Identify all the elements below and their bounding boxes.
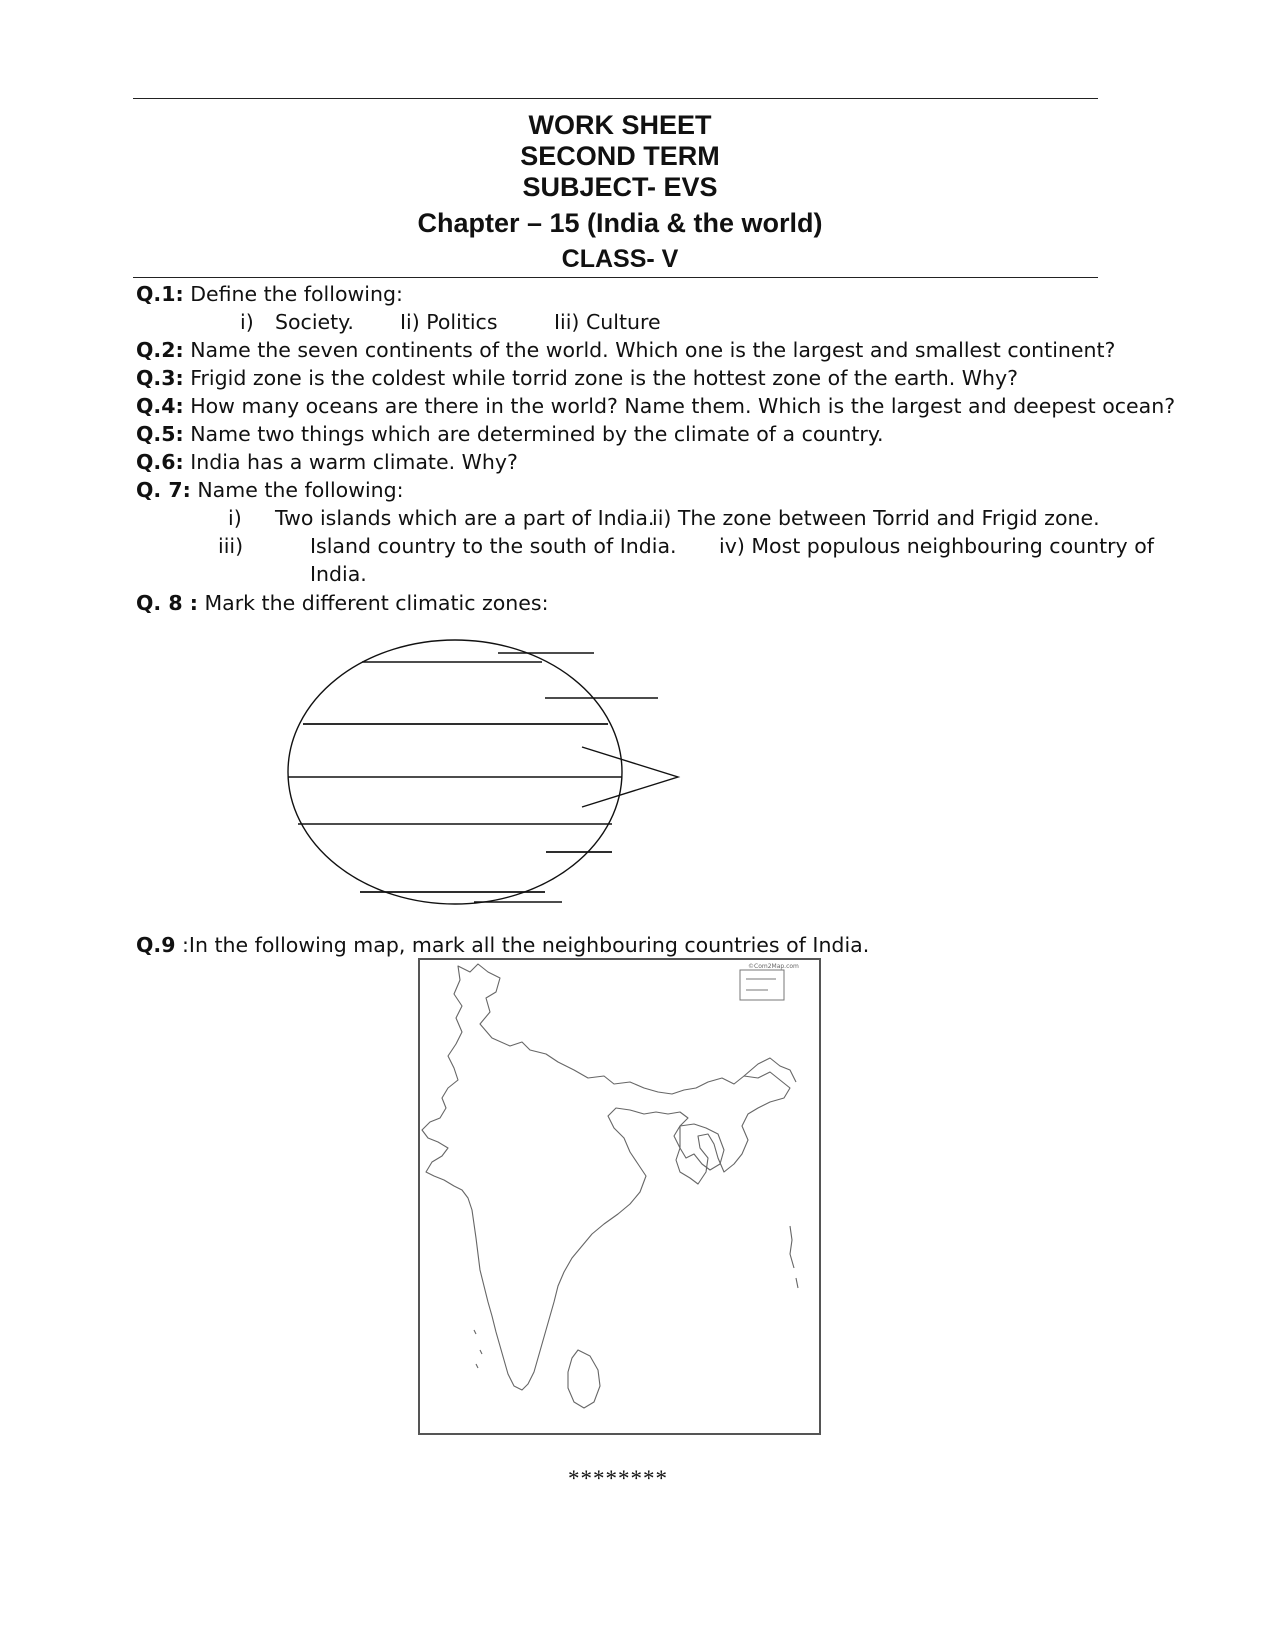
question-6-label: Q.6: — [136, 450, 184, 474]
question-8-label: Q. 8 : — [136, 591, 198, 615]
footer-stars: ******** — [568, 1466, 668, 1491]
question-7 — [136, 478, 404, 502]
question-9-label: Q.9 — [136, 933, 176, 957]
question-7-text: Name the following: — [190, 478, 404, 502]
q7-sub-islands: Two islands which are a part of India. — [275, 506, 655, 530]
question-6 — [136, 450, 518, 474]
earth-circle — [288, 640, 622, 904]
question-5 — [136, 422, 884, 446]
q7-sub-island-country: Island country to the south of India. — [310, 534, 677, 558]
worksheet-title: WORK SHEET — [528, 110, 712, 140]
question-8-text: Mark the different climatic zones: — [197, 591, 549, 615]
q7-sub-zone: ii) The zone between Torrid and Frigid zone. — [652, 506, 1100, 530]
chapter-title: Chapter – 15 (India & the world) — [417, 208, 823, 238]
question-5-text: Name two things which are determined by the climate of a country. — [183, 422, 884, 446]
question-3-text: Frigid zone is the coldest while torrid zone is the hottest zone of the earth. Why? — [183, 366, 1019, 390]
question-6-text: India has a warm climate. Why? — [183, 450, 518, 474]
q7-sub-populous: iv) Most populous neighbouring country of — [719, 534, 1154, 558]
question-8 — [136, 591, 549, 615]
q7-sub-populous-cont: India. — [310, 562, 367, 586]
question-1 — [136, 282, 403, 306]
q7-sub-number-1: i) — [228, 506, 242, 530]
question-7-label: Q. 7: — [136, 478, 191, 502]
question-4 — [136, 394, 1175, 418]
question-3 — [136, 366, 1018, 390]
q1-sub-culture: Iii) Culture — [554, 310, 661, 334]
question-2-text: Name the seven continents of the world. Which one is the largest and smallest continent? — [183, 338, 1116, 362]
header-rule — [133, 277, 1098, 278]
question-2-label: Q.2: — [136, 338, 184, 362]
top-rule — [133, 98, 1098, 99]
map-credit: ©Com2Map.com — [748, 963, 799, 970]
q1-sub-number-1: i) — [240, 310, 254, 334]
question-2 — [136, 338, 1115, 362]
question-4-text: How many oceans are there in the world? Name them. Which is the largest and deepest ocean? — [183, 394, 1176, 418]
india-outline-map[interactable] — [418, 958, 822, 1436]
question-4-label: Q.4: — [136, 394, 184, 418]
climatic-zones-diagram — [270, 620, 690, 920]
question-9-text: :In the following map, mark all the neighbouring countries of India. — [175, 933, 870, 957]
q1-sub-politics: Ii) Politics — [400, 310, 498, 334]
q7-sub-number-3: iii) — [218, 534, 244, 558]
term-title: SECOND TERM — [520, 141, 720, 171]
question-5-label: Q.5: — [136, 422, 184, 446]
question-9 — [136, 933, 869, 957]
map-frame — [419, 959, 820, 1434]
class-title: CLASS- V — [561, 245, 679, 273]
question-3-label: Q.3: — [136, 366, 184, 390]
subject-title: SUBJECT- EVS — [522, 172, 718, 202]
q1-sub-society: Society. — [275, 310, 354, 334]
question-1-text: Define the following: — [183, 282, 403, 306]
question-1-label: Q.1: — [136, 282, 184, 306]
